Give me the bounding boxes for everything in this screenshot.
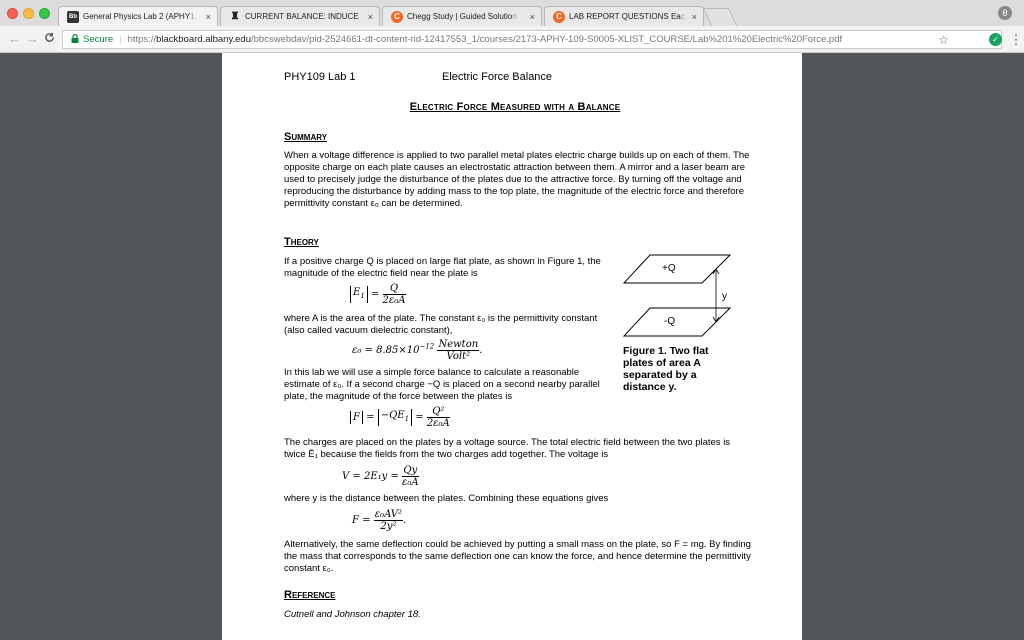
eq5-numerator: ε₀AV² bbox=[374, 509, 403, 520]
bottom-plate bbox=[624, 308, 730, 336]
eq2-lhs: ε₀ = 8.85×10 bbox=[352, 345, 420, 356]
theory-paragraph-1: If a positive charge Q is placed on large flat plate, as shown in Figure 1, the magnitude of the electric field near the plate is bbox=[284, 256, 601, 279]
new-tab-button[interactable] bbox=[703, 8, 737, 26]
tab-title: General Physics Lab 2 (APHY bbox=[83, 12, 191, 21]
tab-title: CURRENT BALANCE: INDUCE bbox=[245, 12, 359, 21]
tab-lab-report[interactable] bbox=[544, 6, 704, 26]
bookmark-star-icon[interactable]: ☆ bbox=[938, 33, 949, 47]
reference-heading: Reference bbox=[284, 589, 336, 601]
url-scheme: https:// bbox=[127, 34, 157, 45]
theory-paragraph-6: Alternatively, the same deflection could be achieved by putting a small mass on the plate, so F = mg. By finding the mass that corresponds to the same deflection one can know the force, and hence determine the permittivity constant ε₀. bbox=[284, 539, 751, 574]
profile-icon[interactable]: θ bbox=[998, 6, 1012, 20]
reload-icon[interactable] bbox=[44, 32, 55, 46]
chegg-icon: C bbox=[391, 11, 403, 23]
header-lab-title: Electric Force Balance bbox=[442, 71, 553, 83]
extension-icon[interactable]: ✓ bbox=[989, 33, 1002, 46]
tab-title: LAB REPORT QUESTIONS Ea bbox=[569, 12, 681, 21]
tab-title: Chegg Study | Guided Solutio bbox=[407, 12, 513, 21]
tab-title-faded: c bbox=[680, 12, 685, 21]
theory-heading: Theory bbox=[284, 236, 319, 248]
eq3-numerator: Q² bbox=[427, 406, 450, 418]
url-host: blackboard.albany.edu bbox=[156, 34, 251, 45]
browser-toolbar bbox=[0, 26, 1024, 53]
document-title: Electric Force Measured with a Balance bbox=[409, 101, 621, 113]
minimize-window-button[interactable] bbox=[23, 8, 34, 19]
maximize-window-button[interactable] bbox=[39, 8, 50, 19]
parallel-plates-diagram bbox=[622, 251, 734, 343]
summary-text: When a voltage difference is applied to two parallel metal plates electric charge builds up on each of them. The opposite charge on each plate causes an electrostatic attraction between them. A mirror and a laser beam are used to precisely judge the disturbance of the plates due to the attractive force. By turning off the voltage and reproducing the disturbance by adding mass to the top plate, the magnitude of the electric force and therefore permittivity constant ε₀ can be determined. bbox=[284, 150, 750, 209]
eq1-denominator: 2ε₀A bbox=[382, 295, 406, 306]
tab-close-icon[interactable]: × bbox=[691, 11, 697, 22]
theory-paragraph-5: where y is the distance between the plates. Combining these equations gives bbox=[284, 493, 609, 504]
eq3-middle: −QE bbox=[380, 410, 405, 421]
chegg-icon: C bbox=[553, 11, 565, 23]
top-plate bbox=[624, 255, 730, 283]
tab-chegg-study[interactable] bbox=[382, 6, 542, 26]
header-course: PHY109 Lab 1 bbox=[284, 71, 356, 83]
forward-icon[interactable]: → bbox=[26, 31, 39, 46]
eq3-denominator: 2ε₀A bbox=[426, 418, 450, 429]
eq4-denominator: ε₀A bbox=[402, 477, 419, 488]
tab-general-physics[interactable] bbox=[58, 6, 218, 26]
tab-current-balance[interactable] bbox=[220, 6, 380, 26]
equation-voltage bbox=[342, 465, 419, 488]
eq3-lhs: F bbox=[350, 411, 363, 424]
tab-title-faded: n bbox=[512, 12, 517, 21]
summary-heading: Summary bbox=[284, 131, 328, 143]
eq2-denominator: Volt² bbox=[446, 351, 471, 362]
tab-close-icon[interactable]: × bbox=[529, 11, 535, 22]
menu-icon[interactable]: ⋮ bbox=[1009, 32, 1023, 47]
eq2-exponent: −12 bbox=[419, 342, 435, 351]
secure-label: Secure bbox=[83, 34, 114, 45]
figure-caption: Figure 1. Two flat plates of area A separated by a distance y. bbox=[623, 345, 709, 393]
eq4-lhs: V = 2E₁y = bbox=[342, 471, 399, 482]
ualbany-icon: ♜ bbox=[230, 11, 240, 22]
eq1-lhs: E bbox=[353, 287, 361, 298]
lock-icon bbox=[71, 34, 79, 45]
equation-force: $F = -QE_1$ = $\frac{\text{Q²}}{\text{2ε₀A}}$ bbox=[350, 406, 450, 429]
blackboard-icon: Bb bbox=[67, 11, 79, 23]
theory-paragraph-2: where A is the area of the plate. The constant ε₀ is the permittivity constant (also called vacuum dielectric constant), bbox=[284, 313, 598, 336]
eq5-lhs: F = bbox=[352, 515, 371, 526]
equation-combined-force: F = $\frac{\text{ε₀AV²}}{\text{2y²}}$ . bbox=[352, 509, 407, 532]
tab-title-faded: 1 bbox=[190, 12, 195, 21]
theory-paragraph-3: In this lab we will use a simple force balance to calculate a reasonable estimate of ε₀. If a second charge −Q is placed on a second nearby parallel plate, the magnitude of the force between the plates is bbox=[284, 367, 600, 402]
equation-field: $E_1$ = $\frac{Q}{\text{2ε₀A}}$ bbox=[350, 283, 406, 306]
close-window-button[interactable] bbox=[7, 8, 18, 19]
url-path: /bbcswebdav/pid-2524661-dt-content-rid-12417553_1/courses/2173-APHY-109-S0005-XLIST_COURSE/Lab%201%20Electric%20Force.pdf bbox=[251, 34, 843, 45]
tab-close-icon[interactable]: × bbox=[205, 11, 211, 22]
gap-label: y bbox=[722, 291, 727, 302]
eq4-numerator: Qy bbox=[403, 465, 418, 476]
back-icon[interactable]: ← bbox=[8, 31, 21, 46]
address-separator: | bbox=[119, 34, 122, 45]
equation-permittivity: $\varepsilon_0 = 8.85\times 10^{-12}$ $\frac{\text{Newton}}{\text{Volt²}}$ . bbox=[352, 339, 483, 362]
eq2-numerator: Newton bbox=[438, 339, 479, 350]
plate-top-label: +Q bbox=[662, 263, 676, 274]
tab-close-icon[interactable]: × bbox=[367, 11, 373, 22]
pdf-page bbox=[222, 53, 802, 640]
tab-strip bbox=[0, 0, 1024, 26]
theory-paragraph-4: The charges are placed on the plates by a voltage source. The total electric field between the two plates is twice Ē₁ because the fields from the two charges add together. The voltage is bbox=[284, 437, 731, 460]
address-bar[interactable] bbox=[62, 30, 1002, 49]
plate-bottom-label: -Q bbox=[664, 316, 676, 327]
eq5-denominator: 2y² bbox=[380, 521, 397, 532]
reference-text: Cutnell and Johnson chapter 18. bbox=[284, 609, 421, 620]
eq1-numerator: Q bbox=[383, 283, 406, 295]
